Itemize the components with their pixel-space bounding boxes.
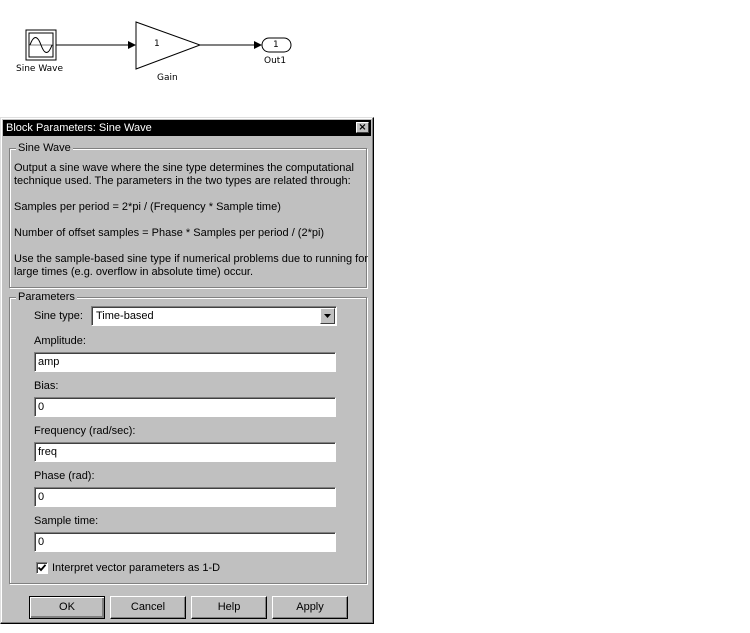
sine-type-select[interactable] [91, 306, 337, 326]
frequency-label: Frequency (rad/sec): [34, 425, 136, 437]
help-button[interactable]: Help [191, 596, 267, 619]
sine-type-label: Sine type: [34, 310, 83, 322]
sample-time-label: Sample time: [34, 515, 99, 527]
block-parameters-dialog [0, 117, 374, 624]
gain-label: Gain [157, 73, 178, 83]
dialog-title: Block Parameters: Sine Wave [6, 122, 152, 134]
frequency-field[interactable]: freq [34, 442, 336, 462]
amplitude-field[interactable]: amp [34, 352, 336, 372]
sine-wave-label: Sine Wave [16, 64, 64, 74]
description-formula-offset: Number of offset samples = Phase * Samples per period / (2*pi) [14, 227, 325, 239]
arrow-head-1 [128, 41, 136, 49]
description-line-2: technique used. The parameters in the two types are related through: [14, 175, 351, 187]
bias-label: Bias: [34, 380, 59, 392]
gain-block[interactable] [136, 22, 200, 69]
close-icon[interactable]: × [356, 122, 369, 133]
description-formula-samples: Samples per period = 2*pi / (Frequency * Sample time) [14, 201, 281, 213]
arrow-head-2 [254, 41, 262, 49]
gain-value: 1 [154, 39, 160, 49]
interpret-vector-label: Interpret vector parameters as 1-D [52, 562, 221, 574]
apply-button[interactable]: Apply [272, 596, 348, 619]
sine-wave-block[interactable] [26, 30, 56, 60]
description-line-1: Output a sine wave where the sine type determines the computational [14, 162, 354, 174]
phase-field[interactable]: 0 [34, 487, 336, 507]
sample-time-field[interactable]: 0 [34, 532, 336, 552]
description-group-title: Sine Wave [18, 142, 71, 154]
phase-label: Phase (rad): [34, 470, 95, 482]
description-line-6: large times (e.g. overflow in absolute time) occur. [14, 266, 254, 278]
checkmark-icon [37, 563, 47, 573]
parameters-group-title: Parameters [18, 291, 75, 303]
chevron-down-icon [321, 309, 334, 323]
bias-field[interactable]: 0 [34, 397, 336, 417]
cancel-button[interactable]: Cancel [110, 596, 186, 619]
interpret-vector-checkbox[interactable] [36, 562, 48, 574]
sine-type-value: Time-based [96, 310, 154, 322]
ok-button[interactable]: OK [29, 596, 105, 619]
dialog-titlebar[interactable] [3, 120, 371, 136]
description-line-5: Use the sample-based sine type if numerical problems due to running for [14, 253, 369, 265]
out1-label: Out1 [264, 56, 287, 66]
amplitude-label: Amplitude: [34, 335, 86, 347]
dropdown-button[interactable] [320, 308, 335, 324]
out1-value: 1 [273, 40, 279, 50]
